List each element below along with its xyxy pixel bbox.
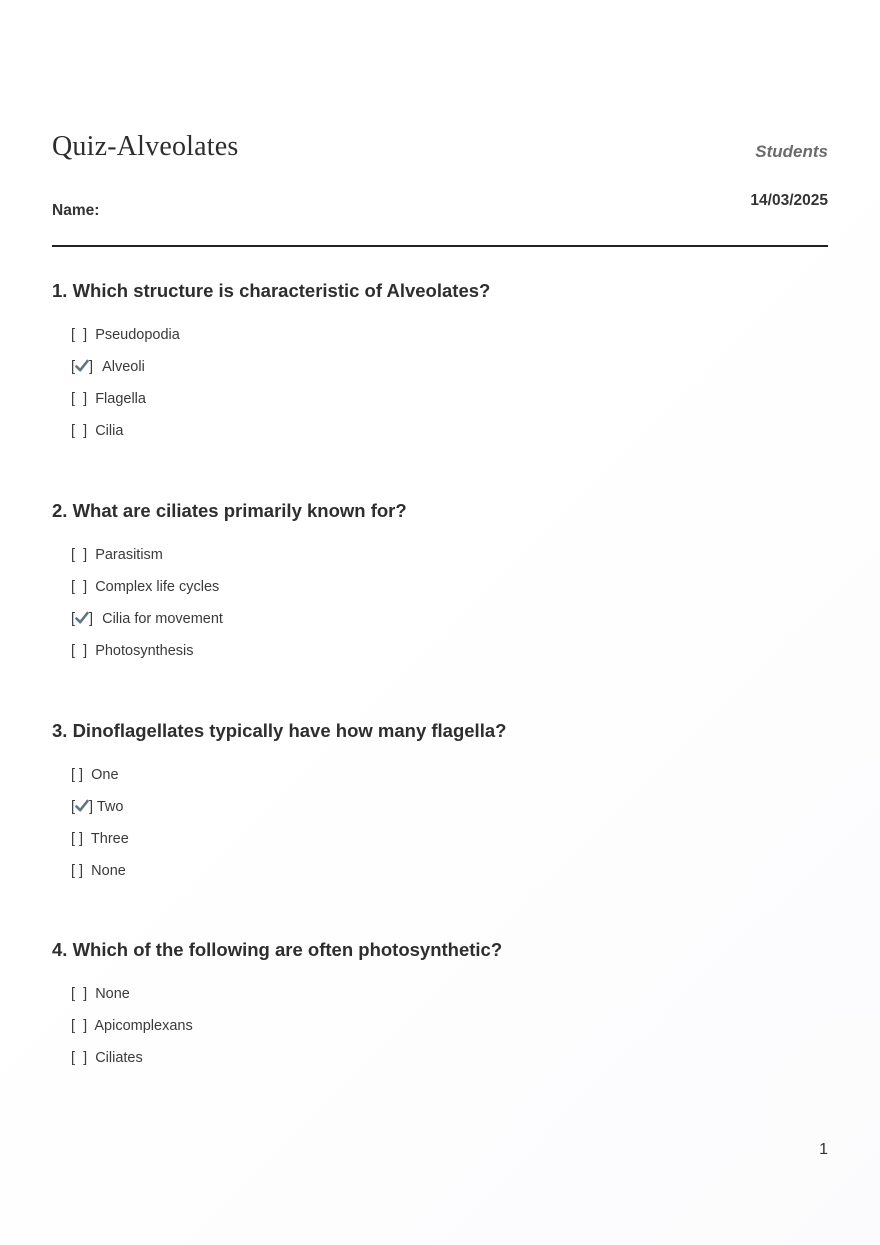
answer-option[interactable] — [71, 642, 194, 660]
header-divider — [52, 245, 828, 247]
answer-option-selected[interactable] — [71, 798, 123, 816]
checkbox-empty[interactable]: [ ] — [71, 547, 92, 563]
option-label: Ciliates — [95, 1050, 143, 1066]
checkbox-empty[interactable]: [ ] — [71, 831, 88, 847]
checkbox-empty[interactable]: [ ] — [71, 1018, 92, 1034]
option-label: Photosynthesis — [95, 643, 194, 659]
option-label: Apicomplexans — [94, 1018, 193, 1034]
checkbox-checked[interactable]: [ ] — [71, 799, 94, 815]
answer-option-selected[interactable] — [71, 610, 223, 628]
answer-option-selected[interactable] — [71, 358, 145, 376]
option-label: None — [95, 986, 130, 1002]
option-label: None — [91, 863, 126, 879]
checkbox-checked[interactable]: [ ] — [71, 611, 94, 627]
answer-option[interactable] — [71, 578, 219, 596]
option-label: One — [91, 767, 119, 783]
option-label: Cilia — [95, 423, 124, 439]
option-label: Complex life cycles — [95, 579, 220, 595]
question-title: 3. Dinoflagellates typically have how many flagella? — [52, 720, 507, 741]
checkbox-empty[interactable]: [ ] — [71, 986, 92, 1002]
option-label: Flagella — [95, 391, 146, 407]
checkbox-checked[interactable]: [ ] — [71, 359, 94, 375]
answer-option[interactable] — [71, 546, 163, 564]
checkbox-empty[interactable]: [ ] — [71, 391, 92, 407]
quiz-date: 14/03/2025 — [750, 192, 828, 209]
checkbox-empty[interactable]: [ ] — [71, 1050, 92, 1066]
option-label: Alveoli — [102, 359, 145, 375]
answer-option[interactable] — [71, 422, 123, 440]
question-1 — [52, 279, 828, 439]
question-3 — [52, 719, 828, 879]
question-4 — [52, 938, 828, 1066]
option-label: Cilia for movement — [102, 611, 223, 627]
check-mark-icon — [75, 611, 89, 625]
answer-option[interactable] — [71, 830, 129, 848]
option-label: Two — [96, 799, 124, 815]
checkbox-empty[interactable]: [ ] — [71, 327, 92, 343]
question-2 — [52, 499, 828, 659]
answer-option[interactable] — [71, 862, 126, 880]
page-number: 1 — [819, 1141, 828, 1158]
checkbox-empty[interactable]: [ ] — [71, 423, 92, 439]
quiz-title: Quiz-Alveolates — [52, 131, 239, 162]
question-title: 2. What are ciliates primarily known for? — [52, 500, 407, 521]
question-title: 4. Which of the following are often photosynthetic? — [52, 939, 503, 960]
name-label: Name: — [52, 202, 100, 219]
option-label: Parasitism — [95, 547, 163, 563]
answer-option[interactable] — [71, 1049, 143, 1067]
audience-label: Students — [755, 142, 828, 161]
answer-option[interactable] — [71, 985, 130, 1003]
checkbox-empty[interactable]: [ ] — [71, 643, 92, 659]
checkbox-empty[interactable]: [ ] — [71, 579, 92, 595]
option-label: Three — [90, 831, 129, 847]
answer-option[interactable] — [71, 390, 146, 408]
answer-option[interactable] — [71, 1017, 193, 1035]
checkbox-empty[interactable]: [ ] — [71, 863, 88, 879]
answer-option[interactable] — [71, 326, 180, 344]
question-title: 1. Which structure is characteristic of Alveolates? — [52, 280, 491, 301]
check-mark-icon — [75, 799, 89, 813]
option-label: Pseudopodia — [95, 327, 180, 343]
check-mark-icon — [75, 359, 89, 373]
answer-option[interactable] — [71, 766, 119, 784]
checkbox-empty[interactable]: [ ] — [71, 767, 88, 783]
